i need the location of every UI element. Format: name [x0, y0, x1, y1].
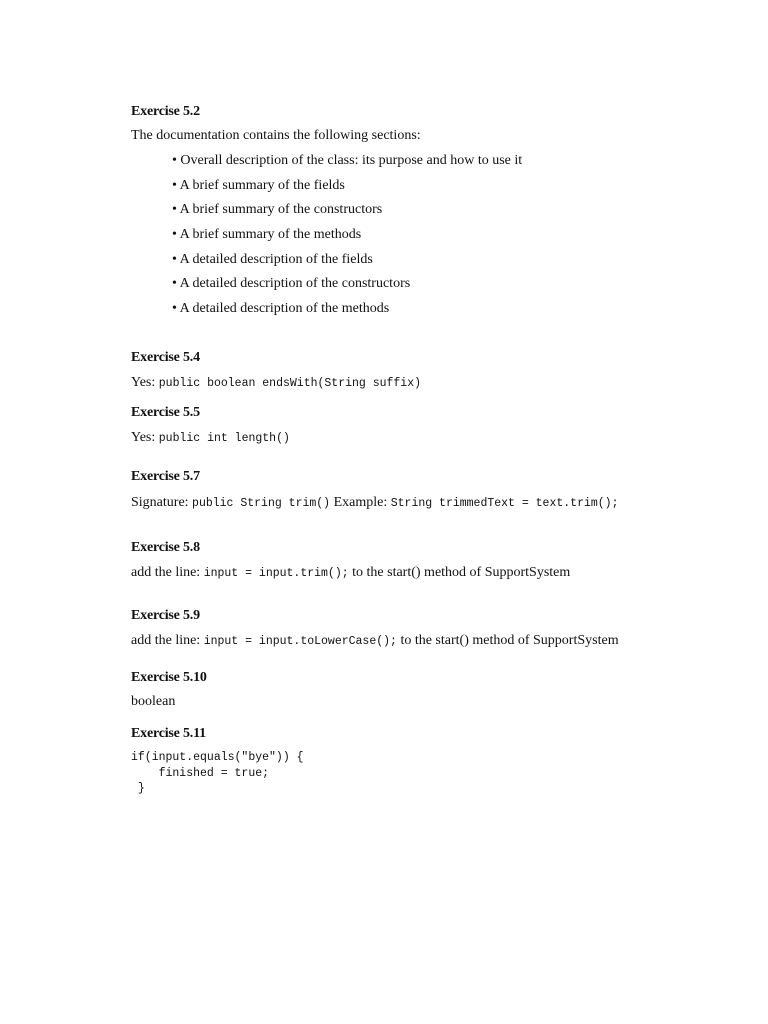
answer-prefix: Yes:: [131, 375, 159, 390]
exercise-5-5-heading: Exercise 5.5: [131, 405, 200, 420]
list-item: • A brief summary of the methods: [172, 227, 362, 243]
list-item: • A detailed description of the methods: [172, 301, 390, 317]
list-item: • A detailed description of the constructors: [172, 276, 411, 292]
signature-label: Signature:: [131, 495, 193, 510]
exercise-5-10-heading: Exercise 5.10: [131, 670, 207, 685]
exercise-5-2-intro: The documentation contains the following sections:: [131, 128, 421, 143]
exercise-5-4-answer: [131, 375, 421, 391]
exercise-5-2-heading: Exercise 5.2: [131, 104, 200, 119]
exercise-5-9-heading: Exercise 5.9: [131, 608, 200, 623]
answer-suffix: to the start() method of SupportSystem: [396, 633, 619, 648]
exercise-5-11-heading: Exercise 5.11: [131, 726, 206, 741]
exercise-5-7-answer: [131, 495, 618, 511]
example-label: Example:: [330, 495, 391, 510]
exercise-5-8-answer: [131, 565, 570, 581]
answer-prefix: add the line:: [131, 565, 204, 580]
exercise-5-7-heading: Exercise 5.7: [131, 469, 200, 484]
answer-suffix: to the start() method of SupportSystem: [348, 565, 571, 580]
exercise-5-4-heading: Exercise 5.4: [131, 350, 200, 365]
exercise-5-10-answer: boolean: [131, 694, 176, 709]
method-signature-code: public boolean endsWith(String suffix): [158, 377, 422, 390]
list-item: • A brief summary of the fields: [172, 177, 345, 193]
exercise-5-9-answer: [131, 633, 619, 649]
answer-prefix: Yes:: [131, 430, 159, 445]
exercise-5-11-code: if(input.equals("bye")) { finished = true; }: [131, 751, 304, 795]
documentation-sections-list: [172, 152, 522, 325]
lowercase-line-code: input = input.toLowerCase();: [203, 635, 397, 648]
list-item: • A brief summary of the constructors: [172, 202, 383, 218]
trim-signature-code: public String trim(): [192, 497, 331, 510]
method-signature-code: public int length(): [158, 432, 290, 445]
list-item: • Overall description of the class: its purpose and how to use it: [172, 153, 523, 168]
trim-example-code: String trimmedText = text.trim();: [390, 497, 619, 510]
exercise-5-8-heading: Exercise 5.8: [131, 540, 200, 555]
trim-line-code: input = input.trim();: [203, 567, 349, 580]
exercise-5-5-answer: [131, 430, 290, 446]
list-item: • A detailed description of the fields: [172, 251, 373, 267]
answer-prefix: add the line:: [131, 633, 204, 648]
